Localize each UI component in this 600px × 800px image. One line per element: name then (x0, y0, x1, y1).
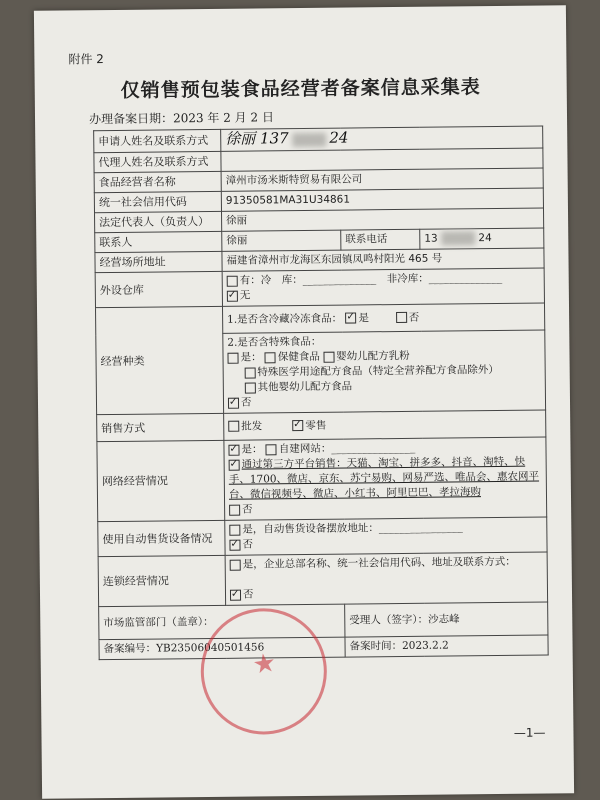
filing-date: 办理备案日期：2023 年 2 月 2 日 (88, 110, 274, 127)
info-table (93, 125, 549, 660)
record-time: 备案时间：2023.2.2 (345, 635, 548, 657)
market-dept: 市场监管部门（盖章）： (99, 604, 345, 640)
sales-label: 销售方式 (97, 413, 224, 441)
legal-rep-value: 徐丽 (221, 208, 543, 231)
category-q2-text: 2.是否含特殊食品： (227, 335, 322, 349)
online-third-party: 通过第三方平台销售：天猫、淘宝、拼多多、抖音、淘特、快手、1700、微店、京东、苏宁易购、网易严选、唯品会、惠农网平台、微信视频号、微店、小红书、阿里巴巴、孝拉海购 (228, 455, 540, 501)
redaction-blur (292, 133, 326, 147)
checkbox-icon (230, 559, 241, 570)
checkbox-icon (323, 351, 334, 362)
category-q2-yes: 是： (240, 351, 262, 364)
acceptor: 受理人（签字）：沙志峰 (345, 602, 548, 637)
phone-tail: 24 (478, 232, 492, 245)
legal-rep-label: 法定代表人（负责人） (95, 211, 222, 232)
checkbox-icon (266, 444, 277, 455)
credit-code-value: 91350581MA31U34861 (221, 188, 543, 211)
phone-value (420, 228, 544, 249)
category-medical: 特殊医学用途配方食品（特定全营养配方食品除外） (257, 363, 499, 379)
vending-value (225, 517, 547, 555)
checkbox-icon (227, 275, 238, 286)
form-title: 仅销售预包装食品经营者备案信息采集表 (120, 76, 481, 102)
page-number: —1— (513, 725, 546, 740)
checkbox-icon (244, 367, 255, 378)
document-page (34, 5, 574, 799)
category-q2 (223, 330, 546, 413)
checkbox-checked-icon (227, 290, 238, 301)
checkbox-icon (227, 352, 238, 363)
address-label: 经营场所地址 (95, 251, 222, 272)
category-health: 保健食品 (277, 350, 320, 364)
chain-no: 否 (242, 588, 254, 601)
online-label: 网络经营情况 (97, 440, 225, 521)
category-q1-yes: 是 (358, 311, 370, 324)
category-other-infant: 其他婴幼儿配方食品 (257, 380, 353, 394)
category-infant: 婴幼儿配方乳粉 (336, 349, 410, 363)
category-label: 经营种类 (96, 306, 224, 414)
storage-none: 无 (239, 289, 251, 302)
checkbox-icon (396, 312, 407, 323)
chain-yes: 是，企业总部名称、统一社会信用代码、地址及联系方式： (242, 555, 516, 571)
applicant-handwriting: 徐丽 137 (225, 129, 289, 148)
sales-value (224, 410, 546, 440)
applicant-label: 申请人姓名及联系方式 (94, 129, 221, 152)
storage-options: 有：冷 库：______________ 非冷库：______________ (239, 271, 503, 287)
category-q2-no: 否 (240, 396, 252, 409)
operator-value: 漳州市汤米斯特贸易有限公司 (221, 168, 543, 191)
applicant-phone-tail: 24 (329, 128, 349, 147)
checkbox-checked-icon (230, 589, 241, 600)
checkbox-icon (229, 524, 240, 535)
credit-code-label: 统一社会信用代码 (94, 191, 221, 212)
checkbox-icon (265, 352, 276, 363)
online-own-site: 自建网站：________________ (278, 441, 416, 456)
checkbox-checked-icon (345, 312, 356, 323)
star-icon: ★ (250, 647, 279, 681)
category-q1-no: 否 (408, 311, 420, 324)
checkbox-checked-icon (292, 420, 303, 431)
storage-label: 外设仓库 (95, 271, 222, 307)
checkbox-icon (228, 421, 239, 432)
checkbox-checked-icon (229, 539, 240, 550)
checkbox-checked-icon (228, 444, 239, 455)
online-value (224, 437, 547, 520)
category-q1-text: 1.是否含冷藏冷冻食品： (227, 312, 343, 326)
storage-value (222, 268, 544, 306)
redaction-blur (441, 231, 475, 245)
vending-yes: 是，自动售货设备摆放地址：________________ (242, 521, 463, 536)
vending-no: 否 (242, 538, 254, 551)
checkbox-checked-icon (229, 459, 240, 470)
vending-label: 使用自动售货设备情况 (98, 520, 225, 556)
contact-value: 徐丽 (222, 230, 341, 251)
chain-value (225, 552, 548, 605)
checkbox-icon (244, 382, 255, 393)
phone-prefix: 13 (424, 232, 438, 245)
online-yes: 是： (241, 443, 263, 456)
phone-label: 联系电话 (341, 229, 420, 250)
record-number: 备案编号：YB23506040501456 (99, 637, 345, 660)
checkbox-icon (229, 504, 240, 515)
contact-label: 联系人 (95, 231, 222, 252)
online-no: 否 (242, 503, 253, 516)
annex-label: 附件 2 (68, 52, 104, 67)
chain-label: 连锁经营情况 (98, 555, 226, 606)
checkbox-checked-icon (228, 397, 239, 408)
agent-label: 代理人姓名及联系方式 (94, 151, 221, 172)
sales-retail: 零售 (305, 419, 327, 432)
operator-label: 食品经营者名称 (94, 171, 221, 192)
address-value: 福建省漳州市龙海区东园镇凤鸣村阳光 465 号 (222, 248, 544, 271)
category-q1 (222, 303, 544, 333)
sales-wholesale: 批发 (241, 419, 263, 433)
